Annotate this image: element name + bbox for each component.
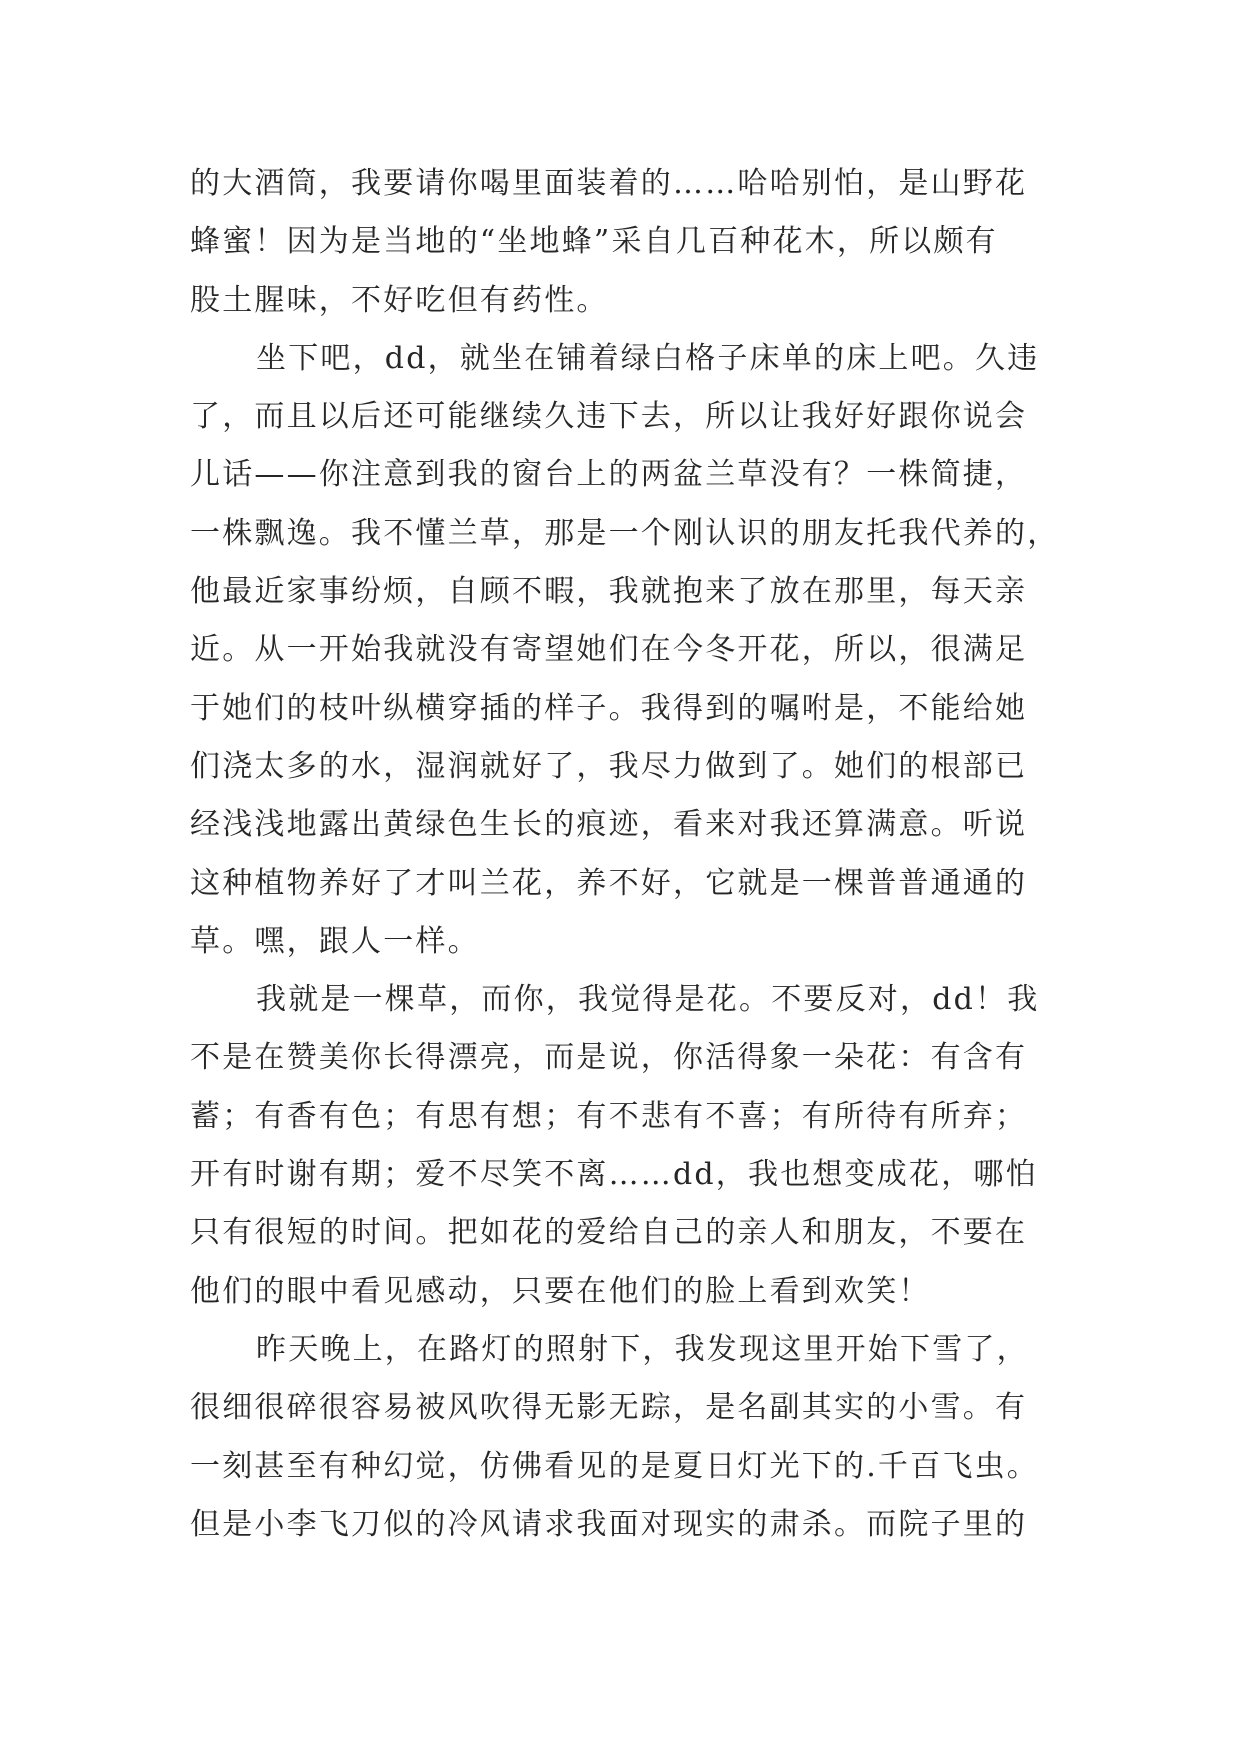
body-text bbox=[190, 155, 1070, 1554]
text-line: 坐下吧，dd，就坐在铺着绿白格子床单的床上吧。久违 bbox=[256, 340, 1040, 376]
text-line: 只有很短的时间。把如花的爱给自己的亲人和朋友，不要在 bbox=[190, 1215, 1028, 1251]
text-line: 近。从一开始我就没有寄望她们在今冬开花，所以，很满足 bbox=[190, 632, 1028, 668]
text-line: 但是小李飞刀似的冷风请求我面对现实的肃杀。而院子里的 bbox=[190, 1506, 1028, 1542]
text-line: 昨天晚上，在路灯的照射下，我发现这里开始下雪了， bbox=[256, 1331, 1029, 1367]
text-line: 蜂蜜！因为是当地的“坐地蜂”采自几百种花木，所以颇有 bbox=[190, 224, 998, 260]
text-line: 草。嘿，跟人一样。 bbox=[190, 923, 480, 959]
text-line: 这种植物养好了才叫兰花，养不好，它就是一棵普普通通的 bbox=[190, 865, 1028, 901]
text-line: 他们的眼中看见感动，只要在他们的脸上看到欢笑！ bbox=[190, 1273, 931, 1309]
text-line: 开有时谢有期；爱不尽笑不离……dd，我也想变成花，哪怕 bbox=[190, 1157, 1038, 1193]
text-line: 一株飘逸。我不懂兰草，那是一个刚认识的朋友托我代养的， bbox=[190, 515, 1060, 551]
text-line: 蓄；有香有色；有思有想；有不悲有不喜；有所待有所弃； bbox=[190, 1098, 1028, 1134]
text-line: 他最近家事纷烦，自顾不暇，我就抱来了放在那里，每天亲 bbox=[190, 574, 1028, 610]
text-line: 的大酒筒，我要请你喝里面装着的……哈哈别怕，是山野花 bbox=[190, 166, 1028, 201]
text-line: 于她们的枝叶纵横穿插的样子。我得到的嘱咐是，不能给她 bbox=[190, 690, 1028, 726]
text-line: 了，而且以后还可能继续久违下去，所以让我好好跟你说会 bbox=[190, 399, 1028, 435]
text-line: 很细很碎很容易被风吹得无影无踪，是名副其实的小雪。有 bbox=[190, 1390, 1028, 1426]
text-line: 不是在赞美你长得漂亮，而是说，你活得象一朵花：有含有 bbox=[190, 1040, 1028, 1076]
text-line: 股土腥味，不好吃但有药性。 bbox=[190, 282, 609, 318]
text-line: 们浇太多的水，湿润就好了，我尽力做到了。她们的根部已 bbox=[190, 748, 1028, 784]
text-line: 一刻甚至有种幻觉，仿佛看见的是夏日灯光下的.千百飞虫。 bbox=[190, 1448, 1039, 1484]
text-line: 我就是一棵草，而你，我觉得是花。不要反对，dd！我 bbox=[256, 982, 1040, 1018]
text-line: 经浅浅地露出黄绿色生长的痕迹，看来对我还算满意。听说 bbox=[190, 807, 1028, 843]
text-line: 儿话——你注意到我的窗台上的两盆兰草没有？一株简捷， bbox=[190, 457, 1028, 493]
